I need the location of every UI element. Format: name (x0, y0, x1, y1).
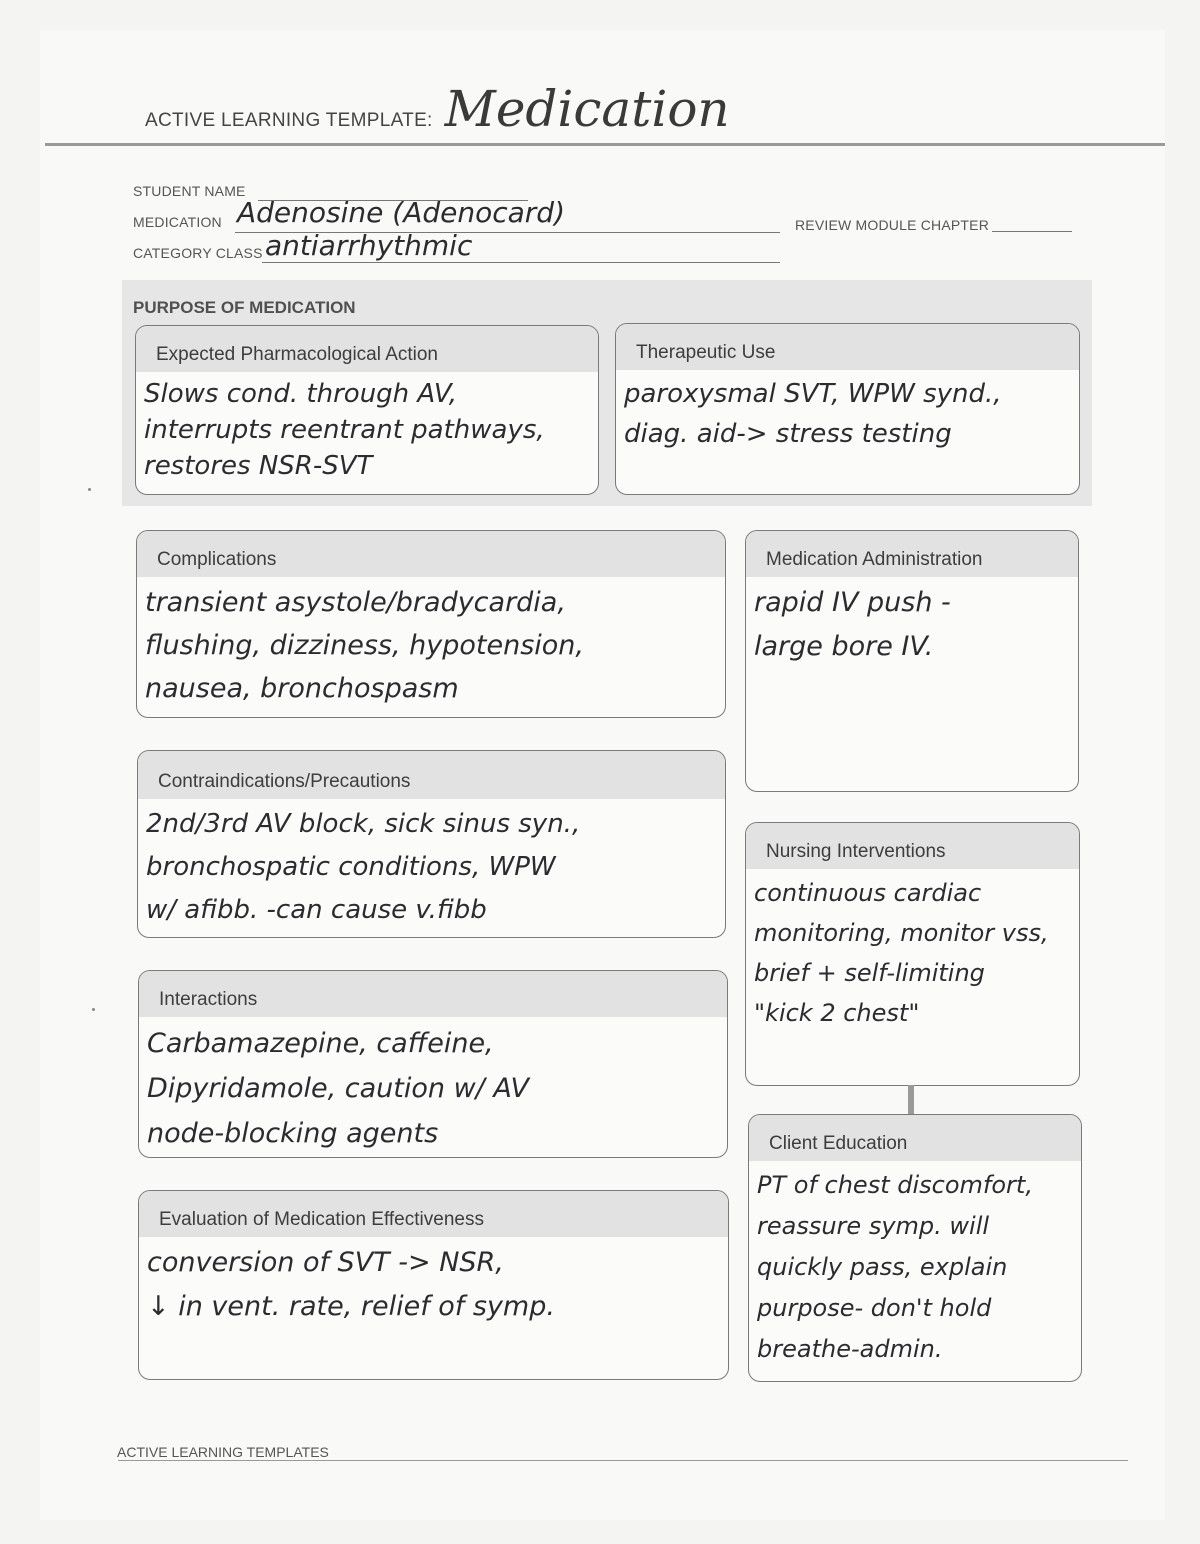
contraindications-box (137, 750, 726, 938)
evaluation-box (138, 1190, 729, 1380)
nursing-interventions-box (745, 822, 1080, 1086)
complications-label: Complications (137, 531, 725, 577)
client-education-box (748, 1114, 1082, 1382)
margin-dot (92, 1008, 95, 1011)
template-header (145, 80, 730, 138)
review-module-label: REVIEW MODULE CHAPTER (795, 217, 989, 233)
therapeutic-use-text[interactable]: paroxysmal SVT, WPW synd., diag. aid-> stress testing (624, 379, 1002, 449)
expected-action-box (135, 325, 599, 495)
template-title: Medication (444, 80, 730, 138)
therapeutic-use-box (615, 323, 1080, 495)
administration-text[interactable]: rapid IV push - large bore IV. (754, 587, 951, 662)
medication-label: MEDICATION (133, 214, 222, 230)
footer-divider (118, 1460, 1128, 1461)
header-divider (45, 143, 1165, 146)
contraindications-text[interactable]: 2nd/3rd AV block, sick sinus syn., bronchospatic conditions, WPW w/ afibb. -can cause v.fibb (146, 809, 581, 925)
interactions-label: Interactions (139, 971, 727, 1017)
therapeutic-use-label: Therapeutic Use (616, 324, 1079, 370)
nursing-interventions-text[interactable]: continuous cardiac monitoring, monitor vss, brief + self-limiting "kick 2 chest" (754, 879, 1049, 1027)
template-label: ACTIVE LEARNING TEMPLATE: (145, 110, 433, 131)
footer-label: ACTIVE LEARNING TEMPLATES (117, 1444, 329, 1460)
complications-text[interactable]: transient asystole/bradycardia, flushing, dizziness, hypotension, nausea, bronchospasm (145, 587, 585, 704)
medication-value[interactable]: Adenosine (Adenocard) (237, 196, 565, 229)
interactions-box (138, 970, 728, 1158)
evaluation-text[interactable]: conversion of SVT -> NSR, ↓ in vent. rate, relief of symp. (147, 1247, 555, 1322)
flow-connector (908, 1085, 914, 1115)
margin-dot (88, 488, 91, 491)
purpose-title: PURPOSE OF MEDICATION (133, 298, 356, 317)
client-education-label: Client Education (749, 1115, 1081, 1161)
evaluation-label: Evaluation of Medication Effectiveness (139, 1191, 728, 1237)
administration-label: Medication Administration (746, 531, 1078, 577)
administration-box (745, 530, 1079, 792)
complications-box (136, 530, 726, 718)
interactions-text[interactable]: Carbamazepine, caffeine, Dipyridamole, caution w/ AV node-blocking agents (147, 1028, 529, 1149)
category-class-label: CATEGORY CLASS (133, 245, 263, 261)
category-class-line (262, 262, 780, 263)
review-module-line (992, 231, 1072, 232)
student-name-label: STUDENT NAME (133, 183, 246, 199)
client-education-text[interactable]: PT of chest discomfort, reassure symp. will quickly pass, explain purpose- don't hold breathe-admin. (757, 1171, 1033, 1363)
category-class-value[interactable]: antiarrhythmic (265, 229, 473, 262)
contraindications-label: Contraindications/Precautions (138, 751, 725, 799)
nursing-interventions-label: Nursing Interventions (746, 823, 1079, 869)
expected-action-label: Expected Pharmacological Action (136, 326, 598, 372)
expected-action-text[interactable]: Slows cond. through AV, interrupts reentrant pathways, restores NSR-SVT (144, 379, 545, 481)
